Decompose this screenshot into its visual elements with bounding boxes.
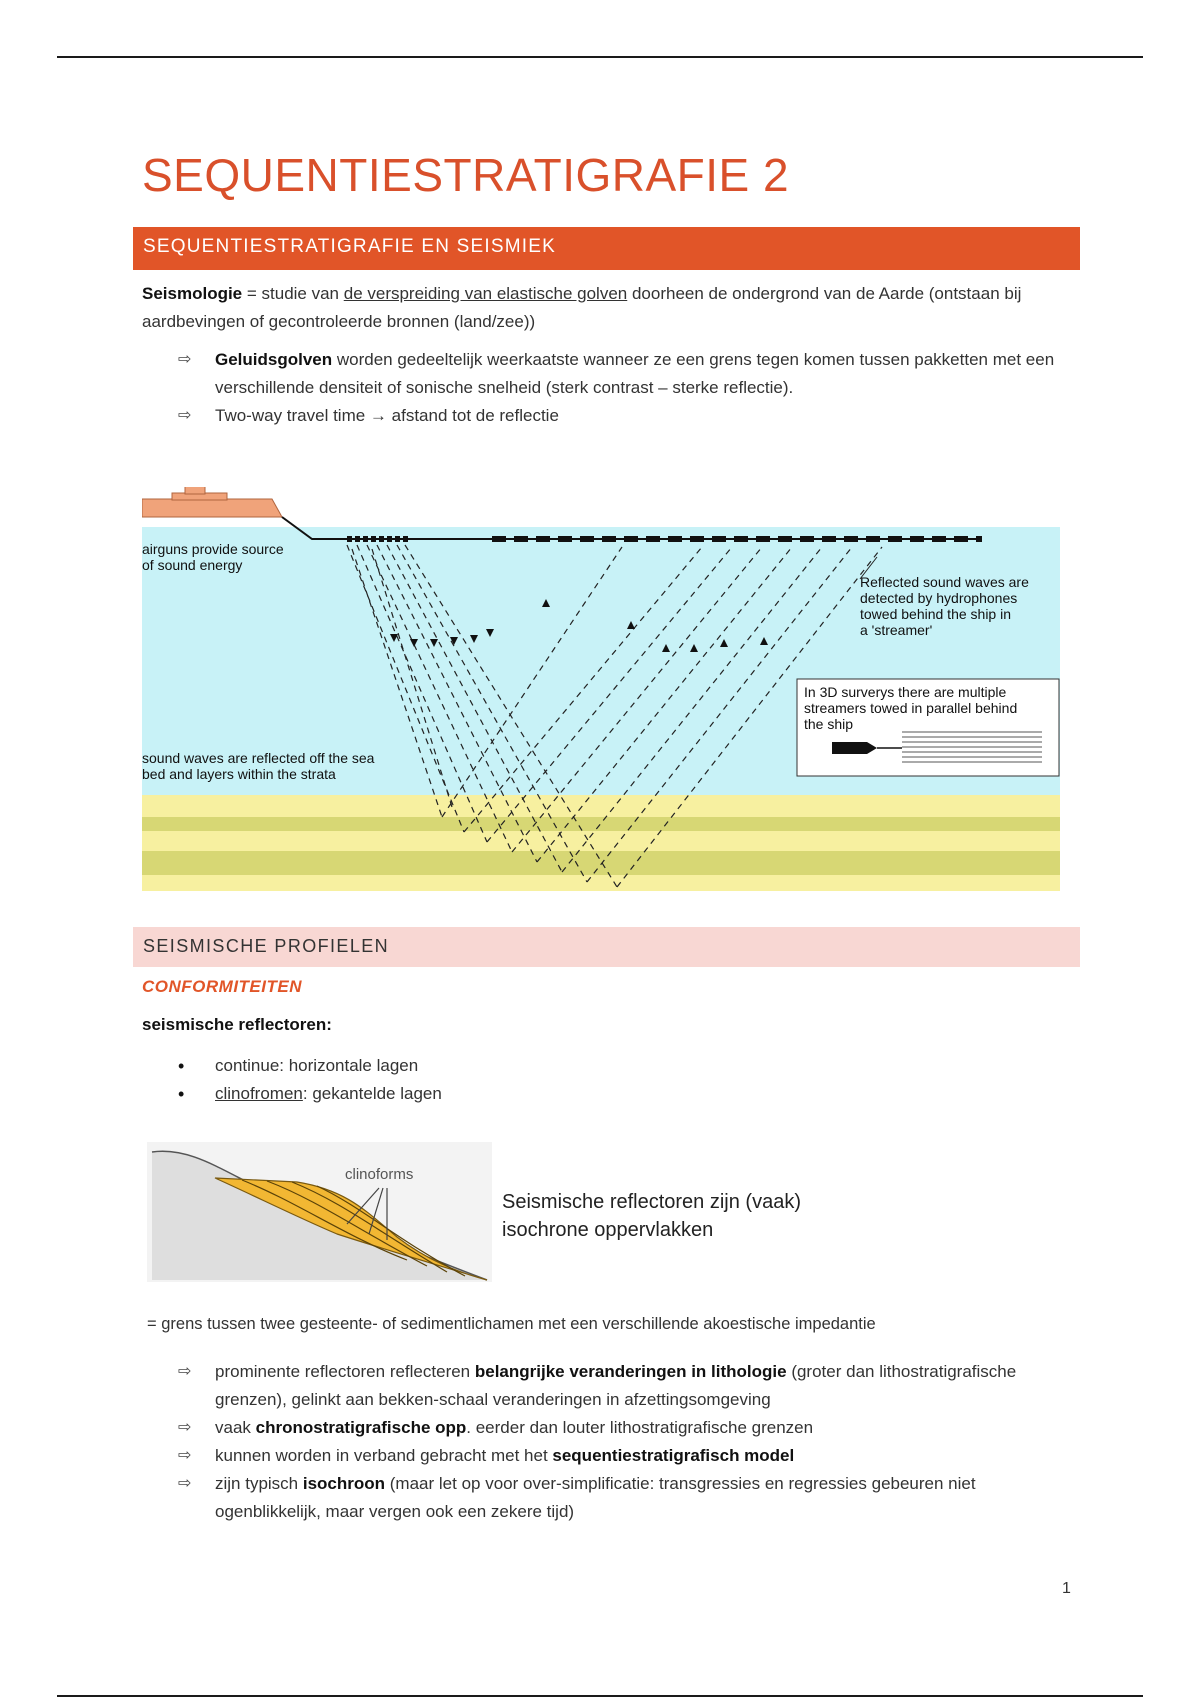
reflectors-label: seismische reflectoren: <box>142 1015 332 1034</box>
sediment-layer <box>142 795 1060 817</box>
arrow-icon: ⇨ <box>178 1475 192 1492</box>
label-reflected-1: Reflected sound waves are <box>860 574 1029 590</box>
point-bold: belangrijke veranderingen in lithologie <box>474 1362 787 1381</box>
bullet-dot-icon: • <box>178 1056 185 1076</box>
impedance-definition: = grens tussen twee gesteente- of sedimentlichamen met een verschillende akoestische impedantie <box>147 1315 876 1333</box>
bullet-bold: Geluidsgolven <box>215 350 333 369</box>
label-3d-3: the ship <box>804 716 854 732</box>
sediment-layer <box>142 875 1060 891</box>
list-item <box>142 1052 442 1080</box>
label-reflected-3: towed behind the ship in <box>860 606 1011 622</box>
page-number: 1 <box>1062 1580 1071 1597</box>
arrow-icon: ⇨ <box>178 1447 192 1464</box>
sediment-layer <box>142 817 1060 831</box>
point-bold: chronostratigrafische opp <box>255 1418 467 1437</box>
clinoforms-figure <box>147 1142 827 1287</box>
subheading-conformiteiten: CONFORMITEITEN <box>142 977 302 996</box>
seismiek-bullets <box>142 346 1067 430</box>
point-text: kunnen worden in verband gebracht met het <box>215 1446 553 1465</box>
list-item <box>142 1414 1067 1442</box>
3d-survey-inset <box>797 679 1059 776</box>
label-3d-1: In 3D surverys there are multiple <box>804 684 1007 700</box>
term-seismologie: Seismologie <box>142 284 243 303</box>
label-reflected-2: detected by hydrophones <box>860 590 1018 606</box>
point-text: prominente reflectoren reflecteren <box>215 1362 475 1381</box>
label-seabed-2: bed and layers within the strata <box>142 766 336 782</box>
sediment-layer <box>142 831 1060 851</box>
arrow-icon: ⇨ <box>178 407 192 424</box>
ship-icon <box>142 487 282 517</box>
point-text: vaak <box>215 1418 256 1437</box>
arrow-icon: ⇨ <box>178 351 192 368</box>
list-item <box>142 1358 1067 1414</box>
point-text: (maar let op voor over-simplificatie: transgressies en regressies gebeuren niet ogenblikkelijk, maar vergen ook een zekere tijd) <box>215 1474 976 1521</box>
point-text: zijn typisch <box>215 1474 303 1493</box>
page-title: SEQUENTIESTRATIGRAFIE 2 <box>142 149 790 201</box>
list-item <box>142 1080 442 1108</box>
list-item <box>142 1442 1067 1470</box>
arrow-icon: ⇨ <box>178 1363 192 1380</box>
arrow-icon: ⇨ <box>178 1419 192 1436</box>
reflector-type-text: : gekantelde lagen <box>302 1084 442 1103</box>
point-text: (groter dan lithostratigrafische grenzen), gelinkt aan bekken-schaal veranderingen in afzettingsomgeving <box>215 1362 1017 1409</box>
reflector-type-underlined: clinofromen <box>215 1084 303 1103</box>
clinoform-caption-2: isochrone oppervlakken <box>502 1219 714 1241</box>
bullet-text: worden gedeeltelijk weerkaatste wanneer ze een grens tegen komen tussen pakketten met een verschillende densiteit of sonische snelheid (sterk contrast – sterke reflectie). <box>215 350 1055 397</box>
reflector-points <box>142 1358 1067 1526</box>
seismologie-definition <box>142 280 1062 336</box>
sediment-layer <box>142 851 1060 875</box>
clinoforms-label: clinoforms <box>345 1166 414 1183</box>
label-airguns-1: airguns provide source <box>142 541 284 557</box>
label-3d-2: streamers towed in parallel behind <box>804 700 1018 716</box>
label-reflected-4: a 'streamer' <box>860 622 933 638</box>
point-bold: sequentiestratigrafisch model <box>552 1446 795 1465</box>
point-bold: isochroon <box>302 1474 386 1493</box>
section-heading-seismiek: SEQUENTIESTRATIGRAFIE EN SEISMIEK <box>133 227 1080 270</box>
reflector-types-list <box>142 1052 442 1108</box>
label-seabed-1: sound waves are reflected off the sea <box>142 750 375 766</box>
list-item <box>142 1470 1067 1526</box>
list-item <box>142 346 1067 402</box>
section-heading-seismische-profielen: SEISMISCHE PROFIELEN <box>133 927 1080 967</box>
seismic-survey-figure <box>142 487 1060 905</box>
definition-sep: = studie van <box>242 284 344 303</box>
list-item <box>142 402 1067 430</box>
bullet-dot-icon: • <box>178 1084 185 1104</box>
clinoform-caption-1: Seismische reflectoren zijn (vaak) <box>502 1191 801 1213</box>
definition-underlined: de verspreiding van elastische golven <box>343 284 628 303</box>
point-text: . eerder dan louter lithostratigrafische grenzen <box>466 1418 814 1437</box>
reflector-type-text: continue: horizontale lagen <box>215 1056 419 1075</box>
top-rule <box>57 56 1143 58</box>
label-airguns-2: of sound energy <box>142 557 243 573</box>
definition-rest: doorheen de ondergrond van de Aarde (ontstaan bij aardbevingen of gecontroleerde bronnen (land/zee)) <box>142 284 1022 331</box>
bullet-text: Two-way travel time → afstand tot de reflectie <box>215 406 559 425</box>
bottom-rule <box>57 1695 1143 1697</box>
